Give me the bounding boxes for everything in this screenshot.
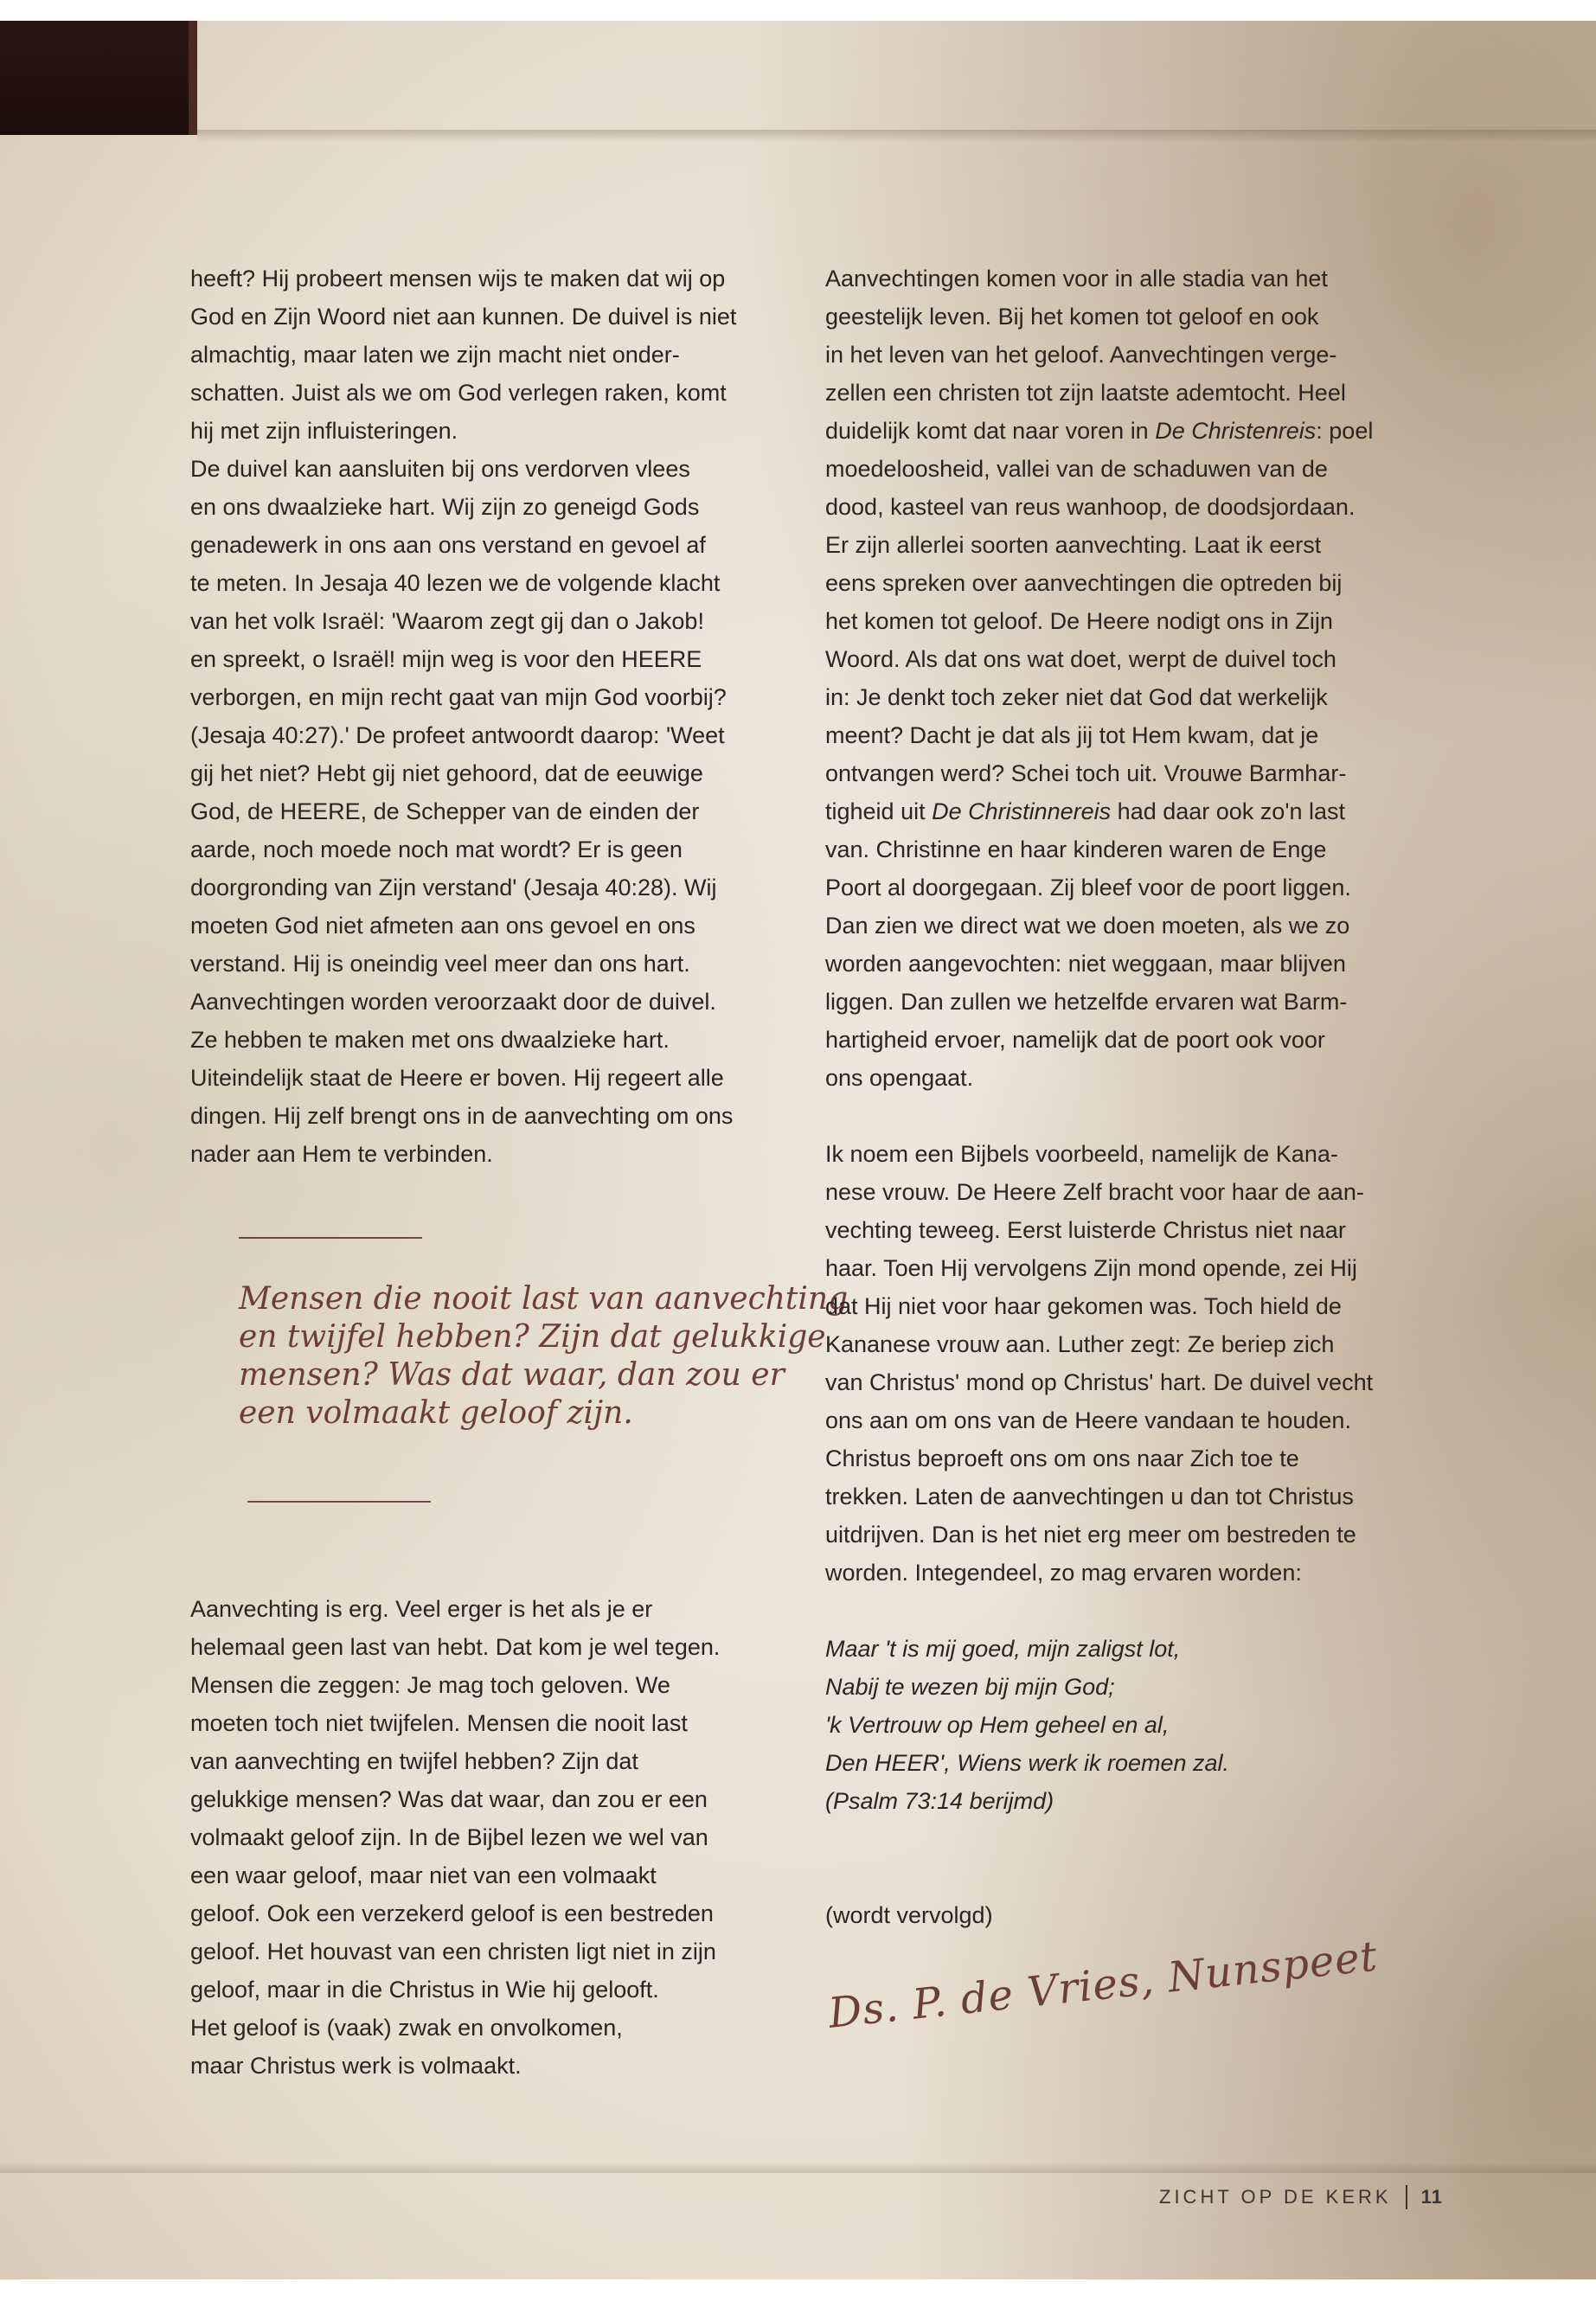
text-line: moedeloosheid, vallei van de schaduwen van de (825, 456, 1328, 482)
text-line: hij met zijn influisteringen. (190, 418, 458, 444)
text-line: in het leven van het geloof. Aanvechtingen verge- (825, 342, 1337, 368)
text-line: moeten God niet afmeten aan ons gevoel en ons (190, 913, 695, 939)
text-line: schatten. Juist als we om God verlegen raken, komt (190, 380, 727, 406)
text-line: ontvangen werd? Schei toch uit. Vrouwe Barmhar- (825, 760, 1347, 786)
text-span: : poel (1316, 418, 1374, 444)
text-line: gij het niet? Hebt gij niet gehoord, dat de eeuwige (190, 760, 703, 786)
text-line: hartigheid ervoer, namelijk dat de poort ook voor (825, 1027, 1325, 1053)
right-column-text (825, 260, 1422, 1934)
text-line: almachtig, maar laten we zijn macht niet onder- (190, 342, 680, 368)
text-line: genadewerk in ons aan ons verstand en gevoel af (190, 532, 706, 558)
text-span: had daar ook zo'n last (1111, 798, 1346, 824)
text-line: moeten toch niet twijfelen. Mensen die nooit last (190, 1710, 688, 1736)
text-line: dood, kasteel van reus wanhoop, de doodsjordaan. (825, 494, 1356, 520)
text-line: in: Je denkt toch zeker niet dat God dat werkelijk (825, 684, 1328, 710)
footer-shadow (0, 2163, 1596, 2173)
text-line: vechting teweeg. Eerst luisterde Christus niet naar (825, 1217, 1346, 1243)
text-line: nader aan Hem te verbinden. (190, 1141, 493, 1167)
text-line: en spreekt, o Israël! mijn weg is voor den HEERE (190, 646, 702, 672)
left-column-bottom-text (190, 1590, 787, 2085)
text-line: God en Zijn Woord niet aan kunnen. De duivel is niet (190, 304, 737, 330)
text-line: Woord. Als dat ons wat doet, werpt de duivel toch (825, 646, 1336, 672)
psalm-text: Maar 't is mij goed, mijn zaligst lot, (825, 1636, 1181, 1662)
text-line: helemaal geen last van hebt. Dat kom je wel tegen. (190, 1634, 721, 1660)
text-line: heeft? Hij probeert mensen wijs te maken dat wij op (190, 266, 726, 292)
pull-quote-line: mensen? Was dat waar, dan zou er (239, 1357, 785, 1393)
pull-quote-line: en twijfel hebben? Zijn dat gelukkige (239, 1319, 826, 1355)
footer-divider (1406, 2185, 1407, 2209)
text-span: tigheid uit (825, 798, 933, 824)
page-footer (1159, 2180, 1443, 2214)
psalm-line (825, 1706, 1422, 1744)
text-line: dat Hij niet voor haar gekomen was. Toch hield de (825, 1293, 1342, 1319)
text-line: Christus beproeft ons om ons naar Zich toe te (825, 1445, 1299, 1471)
text-line: Mensen die zeggen: Je mag toch geloven. We (190, 1672, 670, 1698)
text-line: worden. Integendeel, zo mag ervaren worden: (825, 1560, 1302, 1586)
text-line: Ze hebben te maken met ons dwaalzieke hart. (190, 1027, 670, 1053)
text-line: en ons dwaalzieke hart. Wij zijn zo geneigd Gods (190, 494, 700, 520)
psalm-reference: (Psalm 73:14 berijmd) (825, 1788, 1054, 1814)
page-number: 11 (1420, 2186, 1443, 2208)
text-line: het komen tot geloof. De Heere nodigt ons in Zijn (825, 608, 1333, 634)
text-line: volmaakt geloof zijn. In de Bijbel lezen we wel van (190, 1824, 708, 1850)
pull-quote-line: een volmaakt geloof zijn. (239, 1395, 633, 1431)
author-signature: Ds. P. de Vries, Nunspeet (826, 1932, 1381, 2038)
text-line: van. Christinne en haar kinderen waren de Enge (825, 836, 1327, 862)
paragraph-gap (825, 1858, 1422, 1896)
text-line: Aanvechtingen worden veroorzaakt door de duivel. (190, 989, 716, 1015)
left-column-top-text (190, 260, 787, 1173)
bottom-margin (0, 2279, 1596, 2301)
text-line: God, de HEERE, de Schepper van de einden der (190, 798, 700, 824)
pull-quote-rule-bottom (247, 1501, 431, 1503)
text-line: nese vrouw. De Heere Zelf bracht voor haar de aan- (825, 1179, 1364, 1205)
pull-quote-line: Mensen die nooit last van aanvechting (239, 1281, 849, 1317)
text-line: Poort al doorgegaan. Zij bleef voor de poort liggen. (825, 875, 1351, 901)
text-line: Uiteindelijk staat de Heere er boven. Hij regeert alle (190, 1065, 724, 1091)
text-line: aarde, noch moede noch mat wordt? Er is geen (190, 836, 683, 862)
text-line: doorgronding van Zijn verstand' (Jesaja 40:28). Wij (190, 875, 717, 901)
pull-quote (239, 1280, 849, 1433)
paragraph-gap (825, 1820, 1422, 1858)
text-line: maar Christus werk is volmaakt. (190, 2053, 522, 2079)
text-line: verstand. Hij is oneindig veel meer dan ons hart. (190, 951, 690, 977)
text-line: haar. Toen Hij vervolgens Zijn mond opende, zei Hij (825, 1255, 1357, 1281)
psalm-text: Den HEER', Wiens werk ik roemen zal. (825, 1750, 1230, 1776)
psalm-line (825, 1668, 1422, 1706)
text-line: (Jesaja 40:27).' De profeet antwoordt daarop: 'Weet (190, 722, 725, 748)
header-shadow (197, 130, 1596, 142)
text-line: Ik noem een Bijbels voorbeeld, namelijk de Kana- (825, 1141, 1338, 1167)
text-line: meent? Dacht je dat als jij tot Hem kwam, dat je (825, 722, 1319, 748)
text-line: uitdrijven. Dan is het niet erg meer om bestreden te (825, 1522, 1356, 1548)
text-line (825, 792, 1422, 830)
corner-decoration (0, 21, 197, 135)
book-title-christinnereis: De Christinnereis (932, 798, 1112, 824)
top-margin (0, 0, 1596, 21)
text-line (825, 412, 1422, 450)
text-line: Het geloof is (vaak) zwak en onvolkomen, (190, 2015, 623, 2041)
text-line: van het volk Israël: 'Waarom zegt gij dan o Jakob! (190, 608, 704, 634)
psalm-line (825, 1782, 1422, 1820)
text-line: van aanvechting en twijfel hebben? Zijn dat (190, 1748, 638, 1774)
paragraph-gap (825, 1097, 1422, 1135)
text-line: trekken. Laten de aanvechtingen u dan tot Christus (825, 1484, 1354, 1509)
text-line: Aanvechting is erg. Veel erger is het als je er (190, 1596, 653, 1622)
text-line: ons opengaat. (825, 1065, 974, 1091)
text-line: verborgen, en mijn recht gaat van mijn God voorbij? (190, 684, 727, 710)
text-line: gelukkige mensen? Was dat waar, dan zou er een (190, 1786, 708, 1812)
paragraph-gap (825, 1592, 1422, 1630)
text-line: Aanvechtingen komen voor in alle stadia van het (825, 266, 1328, 292)
text-line: liggen. Dan zullen we hetzelfde ervaren wat Barm- (825, 989, 1348, 1015)
psalm-line (825, 1744, 1422, 1782)
pull-quote-rule-top (239, 1237, 422, 1239)
text-line: De duivel kan aansluiten bij ons verdorven vlees (190, 456, 690, 482)
text-line: geloof, maar in die Christus in Wie hij gelooft. (190, 1977, 659, 2003)
text-line: zellen een christen tot zijn laatste ademtocht. Heel (825, 380, 1346, 406)
magazine-name: ZICHT OP DE KERK (1159, 2186, 1392, 2208)
text-line: eens spreken over aanvechtingen die optreden bij (825, 570, 1343, 596)
text-line: ons aan om ons van de Heere vandaan te houden. (825, 1407, 1351, 1433)
text-line: geloof. Het houvast van een christen ligt niet in zijn (190, 1939, 716, 1965)
text-line: van Christus' mond op Christus' hart. De duivel vecht (825, 1369, 1374, 1395)
text-line: dingen. Hij zelf brengt ons in de aanvechting om ons (190, 1103, 734, 1129)
text-line: een waar geloof, maar niet van een volmaakt (190, 1862, 657, 1888)
psalm-text: Nabij te wezen bij mijn God; (825, 1674, 1115, 1700)
text-span: duidelijk komt dat naar voren in (825, 418, 1156, 444)
text-line: Kananese vrouw aan. Luther zegt: Ze beriep zich (825, 1331, 1335, 1357)
psalm-text: 'k Vertrouw op Hem geheel en al, (825, 1712, 1170, 1738)
book-title-christenreis: De Christenreis (1155, 418, 1317, 444)
text-line: geloof. Ook een verzekerd geloof is een bestreden (190, 1900, 714, 1926)
text-line: geestelijk leven. Bij het komen tot geloof en ook (825, 304, 1319, 330)
text-line: Er zijn allerlei soorten aanvechting. Laat ik eerst (825, 532, 1322, 558)
text-line: worden aangevochten: niet weggaan, maar blijven (825, 951, 1346, 977)
psalm-line (825, 1630, 1422, 1668)
text-line: Dan zien we direct wat we doen moeten, als we zo (825, 913, 1350, 939)
text-line: te meten. In Jesaja 40 lezen we de volgende klacht (190, 570, 721, 596)
continued-note: (wordt vervolgd) (825, 1902, 993, 1928)
